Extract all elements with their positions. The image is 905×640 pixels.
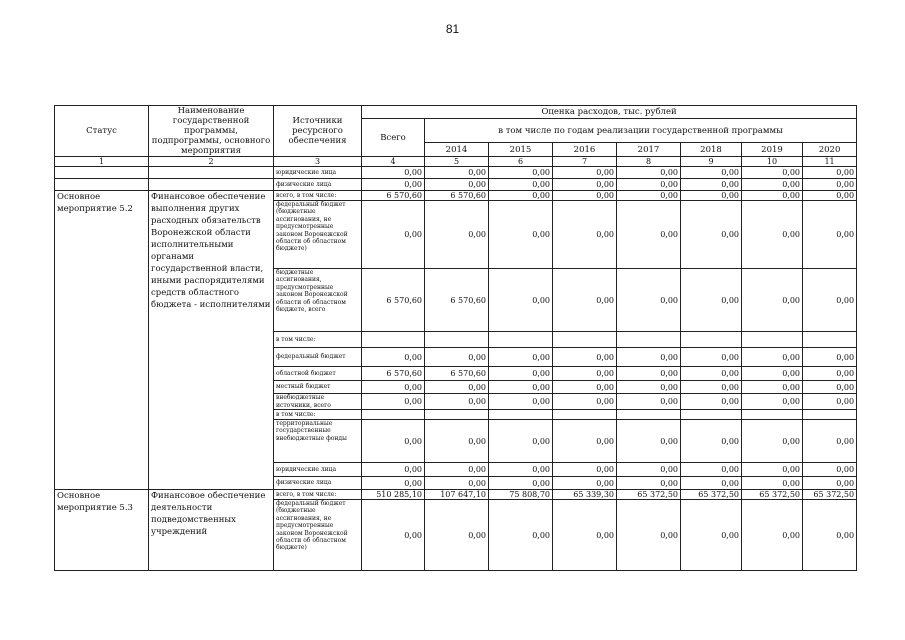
value-cell: [681, 410, 742, 420]
source-cell: федеральный бюджет (бюджетные ассигнования, не предусмотренные законом Воронежской области об областном бюджете): [274, 500, 362, 571]
status-cell: Основное мероприятие 5.2: [55, 191, 149, 490]
value-cell: 0,00: [617, 500, 681, 571]
value-cell: 0,00: [553, 191, 617, 201]
value-cell: 0,00: [553, 179, 617, 191]
value-cell: 0,00: [362, 394, 425, 410]
measure-name-cell: Финансовое обеспечение выполнения других расходных обязательств Воронежской области исполнительными органами государственной власти, иными распорядителями средств областного бюджета - исполнителями: [149, 191, 274, 490]
value-cell: 0,00: [681, 420, 742, 463]
value-cell: 0,00: [742, 381, 803, 394]
measure-name-cell: Финансовое обеспечение деятельности подведомственных учреждений: [149, 490, 274, 571]
budget-table: [54, 105, 857, 571]
status-cell: Основное мероприятие 5.3: [55, 490, 149, 571]
value-cell: 0,00: [742, 191, 803, 201]
value-cell: 0,00: [803, 500, 857, 571]
value-cell: [489, 332, 553, 348]
value-cell: 0,00: [489, 269, 553, 332]
by-years-header: в том числе по годам реализации государственной программы: [425, 119, 857, 143]
value-cell: 0,00: [489, 201, 553, 269]
value-cell: 0,00: [489, 179, 553, 191]
value-cell: 0,00: [803, 201, 857, 269]
value-cell: 510 285,10: [362, 490, 425, 500]
value-cell: [553, 410, 617, 420]
column-number: 5: [425, 157, 489, 167]
value-cell: 0,00: [489, 420, 553, 463]
column-number: 10: [742, 157, 803, 167]
value-cell: 0,00: [489, 167, 553, 179]
name-cell-empty: [149, 167, 274, 179]
value-cell: 0,00: [681, 167, 742, 179]
value-cell: 0,00: [742, 167, 803, 179]
value-cell: 0,00: [362, 463, 425, 477]
source-cell: территориальные государственные внебюджетные фонды: [274, 420, 362, 463]
value-cell: 0,00: [742, 420, 803, 463]
column-number: 4: [362, 157, 425, 167]
column-number: 9: [681, 157, 742, 167]
value-cell: 0,00: [362, 500, 425, 571]
sources-header: Источники ресурсного обеспечения: [274, 106, 362, 157]
value-cell: 0,00: [425, 463, 489, 477]
value-cell: 0,00: [803, 191, 857, 201]
value-cell: 0,00: [553, 367, 617, 381]
year-header: 2018: [681, 143, 742, 157]
value-cell: 0,00: [742, 179, 803, 191]
value-cell: 0,00: [617, 420, 681, 463]
value-cell: 65 339,30: [553, 490, 617, 500]
value-cell: 6 570,60: [425, 191, 489, 201]
value-cell: 0,00: [617, 167, 681, 179]
source-cell: в том числе:: [274, 332, 362, 348]
value-cell: 6 570,60: [362, 269, 425, 332]
value-cell: 0,00: [489, 463, 553, 477]
value-cell: 0,00: [681, 201, 742, 269]
value-cell: 0,00: [489, 191, 553, 201]
value-cell: 0,00: [425, 500, 489, 571]
source-cell: физические лица: [274, 477, 362, 490]
value-cell: 0,00: [553, 477, 617, 490]
value-cell: [489, 410, 553, 420]
value-cell: 0,00: [362, 381, 425, 394]
source-cell: физические лица: [274, 179, 362, 191]
value-cell: 0,00: [425, 179, 489, 191]
value-cell: 0,00: [617, 367, 681, 381]
value-cell: 0,00: [425, 348, 489, 367]
value-cell: 0,00: [553, 167, 617, 179]
value-cell: 65 372,50: [681, 490, 742, 500]
value-cell: 0,00: [617, 381, 681, 394]
value-cell: 0,00: [803, 348, 857, 367]
page-number: 81: [445, 22, 460, 36]
value-cell: 0,00: [742, 500, 803, 571]
column-number: 3: [274, 157, 362, 167]
value-cell: 0,00: [489, 394, 553, 410]
year-header: 2017: [617, 143, 681, 157]
table-row: [55, 179, 857, 191]
table-row: [55, 490, 857, 500]
value-cell: 0,00: [425, 381, 489, 394]
value-cell: 65 372,50: [617, 490, 681, 500]
name-header: Наименование государственной программы, подпрограммы, основного мероприятия: [149, 106, 274, 157]
value-cell: [617, 332, 681, 348]
value-cell: 0,00: [425, 394, 489, 410]
value-cell: 6 570,60: [425, 367, 489, 381]
value-cell: 0,00: [553, 381, 617, 394]
value-cell: 0,00: [617, 463, 681, 477]
source-cell: всего, в том числе:: [274, 490, 362, 500]
value-cell: 0,00: [617, 191, 681, 201]
year-header: 2015: [489, 143, 553, 157]
value-cell: 0,00: [803, 367, 857, 381]
value-cell: 65 372,50: [803, 490, 857, 500]
value-cell: 0,00: [681, 394, 742, 410]
value-cell: 0,00: [425, 477, 489, 490]
value-cell: 0,00: [681, 463, 742, 477]
value-cell: 0,00: [742, 269, 803, 332]
value-cell: 0,00: [617, 348, 681, 367]
column-number: 11: [803, 157, 857, 167]
value-cell: [425, 332, 489, 348]
column-number: 8: [617, 157, 681, 167]
value-cell: 0,00: [803, 463, 857, 477]
value-cell: 0,00: [617, 201, 681, 269]
source-cell: федеральный бюджет: [274, 348, 362, 367]
value-cell: 0,00: [681, 179, 742, 191]
value-cell: 0,00: [803, 420, 857, 463]
value-cell: 0,00: [803, 269, 857, 332]
name-cell-empty: [149, 179, 274, 191]
year-header: 2020: [803, 143, 857, 157]
value-cell: 0,00: [681, 269, 742, 332]
value-cell: 0,00: [617, 394, 681, 410]
source-cell: юридические лица: [274, 167, 362, 179]
value-cell: 0,00: [681, 381, 742, 394]
source-cell: юридические лица: [274, 463, 362, 477]
status-cell-empty: [55, 167, 149, 179]
value-cell: 0,00: [489, 500, 553, 571]
source-cell: внебюджетные источники, всего: [274, 394, 362, 410]
value-cell: 0,00: [681, 191, 742, 201]
table-row: [55, 191, 857, 201]
value-cell: 0,00: [742, 477, 803, 490]
value-cell: 0,00: [742, 201, 803, 269]
status-cell-empty: [55, 179, 149, 191]
table-header: [55, 106, 857, 167]
value-cell: 0,00: [617, 179, 681, 191]
value-cell: 0,00: [553, 463, 617, 477]
value-cell: 65 372,50: [742, 490, 803, 500]
value-cell: [362, 410, 425, 420]
value-cell: 0,00: [803, 179, 857, 191]
value-cell: [362, 332, 425, 348]
value-cell: 0,00: [489, 477, 553, 490]
value-cell: 0,00: [803, 477, 857, 490]
value-cell: 6 570,60: [362, 191, 425, 201]
value-cell: [681, 332, 742, 348]
value-cell: [742, 332, 803, 348]
value-cell: 0,00: [362, 477, 425, 490]
value-cell: 0,00: [553, 269, 617, 332]
value-cell: [553, 332, 617, 348]
table-row: [55, 167, 857, 179]
value-cell: 0,00: [362, 179, 425, 191]
column-number: 2: [149, 157, 274, 167]
value-cell: 0,00: [742, 463, 803, 477]
value-cell: 0,00: [681, 477, 742, 490]
column-numbers-row: [55, 157, 857, 167]
status-header: Статус: [55, 106, 149, 157]
value-cell: 0,00: [362, 420, 425, 463]
value-cell: [803, 332, 857, 348]
value-cell: 107 647,10: [425, 490, 489, 500]
table-body: [55, 167, 857, 571]
value-cell: [742, 410, 803, 420]
column-number: 1: [55, 157, 149, 167]
value-cell: 6 570,60: [425, 269, 489, 332]
value-cell: 0,00: [553, 500, 617, 571]
value-cell: 0,00: [425, 420, 489, 463]
column-number: 6: [489, 157, 553, 167]
value-cell: 0,00: [553, 201, 617, 269]
value-cell: 0,00: [742, 367, 803, 381]
value-cell: 0,00: [553, 394, 617, 410]
value-cell: 0,00: [362, 348, 425, 367]
value-cell: 0,00: [489, 367, 553, 381]
year-header: 2014: [425, 143, 489, 157]
source-cell: областной бюджет: [274, 367, 362, 381]
value-cell: 0,00: [803, 167, 857, 179]
value-cell: 0,00: [742, 394, 803, 410]
value-cell: 0,00: [362, 167, 425, 179]
estimate-header: Оценка расходов, тыс. рублей: [362, 106, 857, 119]
value-cell: 0,00: [803, 381, 857, 394]
value-cell: 0,00: [362, 201, 425, 269]
value-cell: 0,00: [425, 167, 489, 179]
year-header: 2016: [553, 143, 617, 157]
value-cell: [803, 410, 857, 420]
source-cell: в том числе:: [274, 410, 362, 420]
value-cell: 0,00: [681, 500, 742, 571]
value-cell: [425, 410, 489, 420]
value-cell: 0,00: [681, 367, 742, 381]
source-cell: бюджетные ассигнования, предусмотренные законом Воронежской области об областном бюджете, всего: [274, 269, 362, 332]
total-header: Всего: [362, 119, 425, 157]
value-cell: [617, 410, 681, 420]
value-cell: 0,00: [553, 348, 617, 367]
value-cell: 75 808,70: [489, 490, 553, 500]
value-cell: 0,00: [425, 201, 489, 269]
source-cell: местный бюджет: [274, 381, 362, 394]
value-cell: 0,00: [681, 348, 742, 367]
value-cell: 0,00: [617, 477, 681, 490]
column-number: 7: [553, 157, 617, 167]
year-header: 2019: [742, 143, 803, 157]
source-cell: всего, в том числе:: [274, 191, 362, 201]
value-cell: 0,00: [489, 381, 553, 394]
value-cell: 0,00: [803, 394, 857, 410]
value-cell: 0,00: [553, 420, 617, 463]
value-cell: 0,00: [489, 348, 553, 367]
value-cell: 6 570,60: [362, 367, 425, 381]
value-cell: 0,00: [742, 348, 803, 367]
source-cell: федеральный бюджет (бюджетные ассигнования, не предусмотренные законом Воронежской области об областном бюджете): [274, 201, 362, 269]
value-cell: 0,00: [617, 269, 681, 332]
